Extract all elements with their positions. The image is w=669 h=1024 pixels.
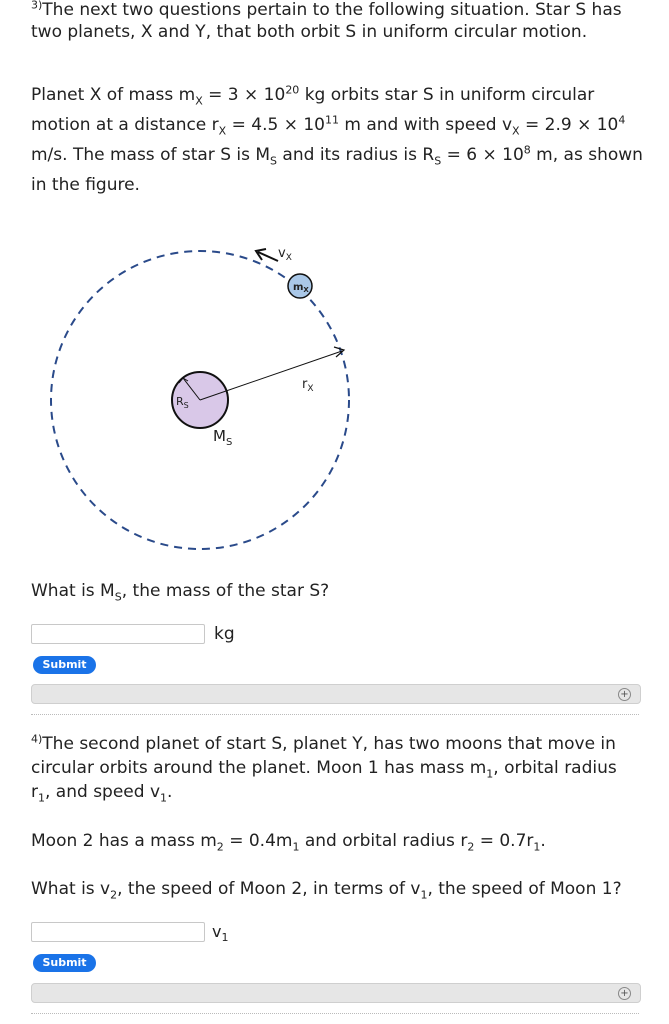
orbit-figure xyxy=(40,235,360,565)
rx-radius-line xyxy=(200,351,342,400)
q4-text xyxy=(31,732,646,804)
q4-line3: $r_1$, and speed $v_1$. xyxy=(31,782,173,805)
q3-answer-input[interactable] xyxy=(31,624,205,644)
q3-number: 3) xyxy=(31,0,43,12)
q3-para-line2: motion at a distance $r_X = 4.5 \times 10^{11}$ m and with speed $v_X = 2.9 \times 10^4$ xyxy=(31,113,626,138)
q4-feedback-bar[interactable] xyxy=(31,983,641,1003)
label-rx: $r_X$ xyxy=(302,377,314,394)
label-mx: $m_X$ xyxy=(293,282,309,294)
q3-para-line1: Planet X of mass $m_X = 3 \times 10^{20}$ kg orbits star S in uniform circular xyxy=(31,83,595,108)
bottom-divider xyxy=(31,1013,639,1014)
q3-submit-button[interactable]: Submit xyxy=(33,656,96,674)
q3-intro xyxy=(31,0,641,43)
q3-intro-text: The next two questions pertain to the following situation. Star S has two planets, X and Y, that both orbit S in uniform circular motion. xyxy=(31,0,622,42)
q4-submit-button[interactable]: Submit xyxy=(33,954,96,972)
question-divider xyxy=(31,714,639,715)
q3-feedback-bar[interactable] xyxy=(31,684,641,704)
q3-para-line4: in the figure. xyxy=(31,175,140,195)
q3-unit-label: kg xyxy=(214,624,235,644)
q4-line2: circular orbits around the planet. Moon 1 has mass $m_1$, orbital radius xyxy=(31,758,617,781)
q4-moon2-text: Moon 2 has a mass $m_2 = 0.4m_1$ and orbital radius $r_2 = 0.7r_1$. xyxy=(31,831,546,854)
label-vx: $v_X$ xyxy=(278,246,292,263)
q4-line1: $^{4)}$The second planet of start S, planet Y, has two moons that move in xyxy=(31,732,616,754)
expand-plus-icon[interactable]: + xyxy=(618,987,631,1000)
q3-para-line3: m/s. The mass of star S is $M_S$ and its radius is $R_S = 6 \times 10^8$ m, as shown xyxy=(31,143,643,168)
q3-paragraph xyxy=(31,80,646,200)
label-rs: $R_S$ xyxy=(176,395,189,410)
expand-plus-icon[interactable]: + xyxy=(618,688,631,701)
q4-answer-input[interactable] xyxy=(31,922,205,942)
q4-question: What is $v_2$, the speed of Moon 2, in terms of $v_1$, the speed of Moon 1? xyxy=(31,879,622,902)
q3-question: What is $M_S$, the mass of the star S? xyxy=(31,581,330,604)
q4-unit-label: $v_1$ xyxy=(212,922,229,945)
label-ms: $M_S$ xyxy=(213,427,233,448)
